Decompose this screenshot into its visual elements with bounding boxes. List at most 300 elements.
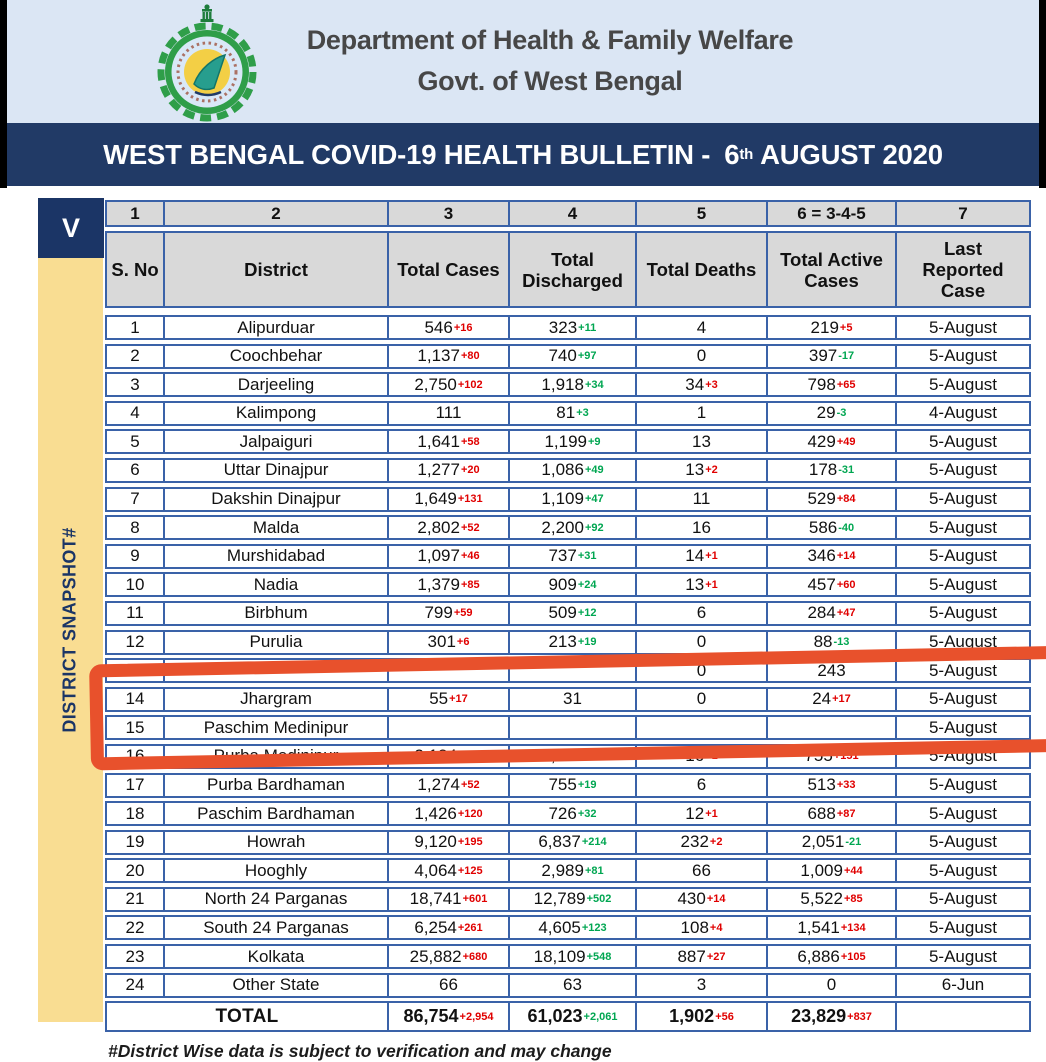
total-row <box>105 1001 1031 1032</box>
total-label: TOTAL <box>107 1003 389 1030</box>
cell-total-cases: 2,750 +102 <box>389 374 510 395</box>
table-row <box>105 715 1031 740</box>
stat-value: 755 <box>804 746 833 766</box>
district-snapshot-label: DISTRICT SNAPSHOT# <box>59 527 80 733</box>
stat-value: 2,989 <box>541 860 584 880</box>
cell-total-cases: 1,641 +58 <box>389 431 510 452</box>
cell-total-active: 529 +84 <box>768 489 897 510</box>
stat-value: 18,109 <box>533 946 586 966</box>
cell-last-reported: 5-August <box>928 860 998 880</box>
cell-sno: 4 <box>107 403 165 424</box>
cell-district: Alipurduar <box>165 317 389 338</box>
cell-last-reported: 5-August <box>928 717 998 737</box>
stat-value: 1,109 <box>541 489 584 509</box>
banner-title-prefix: WEST BENGAL COVID-19 HEALTH BULLETIN - <box>103 138 711 170</box>
cell-district: Howrah <box>165 832 389 853</box>
cell-total-cases: 25,882 +680 <box>389 946 510 967</box>
cell-total-deaths <box>637 603 768 624</box>
table-row <box>105 687 1031 712</box>
cell-total-deaths: 13 +1 <box>637 574 768 595</box>
cell-total-active: 1,541 +134 <box>768 917 897 938</box>
cell-total-deaths: 232 +2 <box>637 832 768 853</box>
stat-value: 34 <box>685 374 705 394</box>
cell-total-cases: 55 +17 <box>389 689 510 710</box>
cell-total-discharged: 755 +19 <box>510 775 637 796</box>
stat-value: 429 <box>807 431 836 451</box>
cell-district <box>165 660 389 681</box>
stat-value: 13 <box>685 574 705 594</box>
stat-value: 81 <box>556 403 576 423</box>
cell-total-active: 397 -17 <box>768 346 897 367</box>
cell-last-reported: 5-August <box>928 317 998 337</box>
stat-value: 29 <box>816 403 836 423</box>
stat-value: 6,254 <box>414 917 457 937</box>
column-number: 7 <box>897 202 1029 225</box>
cell-total-deaths: 108 +4 <box>637 917 768 938</box>
cell-total-cases: 1,649 +131 <box>389 489 510 510</box>
stat-value: 1,009 <box>800 860 843 880</box>
cell-total-active: 755 +151 <box>768 746 897 767</box>
table-row <box>105 773 1031 798</box>
cell-total-deaths <box>637 632 768 653</box>
stat-value: 301 <box>427 632 456 652</box>
stat-value: 0 <box>826 975 837 995</box>
stat-value: 513 <box>807 775 836 794</box>
cell-last-reported: 5-August <box>928 431 998 451</box>
table-row <box>105 944 1031 969</box>
cell-total-deaths: 14 +1 <box>637 546 768 567</box>
cell-district: Jalpaiguri <box>165 431 389 452</box>
stat-value: 323 <box>548 317 578 337</box>
stat-value: 12 <box>685 803 705 823</box>
cell-total-deaths <box>637 860 768 881</box>
cell-district: Paschim Bardhaman <box>165 803 389 824</box>
stat-value: 12,789 <box>533 889 586 909</box>
cell-total-deaths: 430 +14 <box>637 889 768 910</box>
stat-value: 509 <box>548 603 577 623</box>
table-row <box>105 487 1031 512</box>
cell-total-deaths: 16 +1 <box>637 746 768 767</box>
cell-total-active: 219 +5 <box>768 317 897 338</box>
stat-value: 6 <box>696 603 707 623</box>
stat-value: 5,522 <box>800 889 843 909</box>
cell-last-reported: 5-August <box>928 746 998 766</box>
stat-value: 6 <box>696 775 707 794</box>
cell-sno: 2 <box>107 346 165 367</box>
column-number: 2 <box>165 202 389 225</box>
cell-total-cases <box>389 975 510 996</box>
cell-total-active: 346 +14 <box>768 546 897 567</box>
column-number: 6 = 3-4-5 <box>768 202 897 225</box>
footnote: #District Wise data is subject to verification and may change <box>108 1041 612 1061</box>
stat-value: 86,754 <box>403 1006 459 1027</box>
column-header-sno: S. No <box>107 233 165 306</box>
cell-total-deaths: 34 +3 <box>637 374 768 395</box>
stat-value: 755 <box>548 775 577 794</box>
stat-value: 1,379 <box>417 574 460 594</box>
cell-total-cases: 1,379 +85 <box>389 574 510 595</box>
stat-value: 740 <box>548 346 577 366</box>
stat-value: 243 <box>817 660 846 680</box>
cell-total-cases: 1,097 +46 <box>389 546 510 567</box>
cell-total-discharged: 2,989 +81 <box>510 860 637 881</box>
stat-value: 4,605 <box>538 917 581 937</box>
table-row <box>105 801 1031 826</box>
cell-district: South 24 Parganas <box>165 917 389 938</box>
column-header-total-cases: Total Cases <box>389 233 510 306</box>
cell-last-reported: 5-August <box>928 803 998 823</box>
cell-district: Coochbehar <box>165 346 389 367</box>
cell-total-discharged: 909 +24 <box>510 574 637 595</box>
stat-value: 13 <box>685 460 705 480</box>
table-row <box>105 973 1031 998</box>
table-row <box>105 915 1031 940</box>
column-header-total-deaths: Total Deaths <box>637 233 768 306</box>
table-row <box>105 544 1031 569</box>
cell-total-active: 284 +47 <box>768 603 897 624</box>
cell-total-active <box>768 975 897 996</box>
cell-total-discharged: 2,200 +92 <box>510 517 637 538</box>
stat-value: 219 <box>810 317 839 337</box>
stat-value: 6,837 <box>538 832 581 852</box>
table-row <box>105 744 1031 769</box>
cell-sno: 11 <box>107 603 165 624</box>
cell-total-cases: 301 +6 <box>389 632 510 653</box>
cell-total-discharged: 12,789 +502 <box>510 889 637 910</box>
stat-value: 1,137 <box>417 346 460 366</box>
cell-total-deaths <box>637 689 768 710</box>
cell-total-discharged <box>510 660 637 681</box>
cell-total-cases: 2,802 +52 <box>389 517 510 538</box>
stat-value: 88 <box>813 632 833 652</box>
right-edge-strip <box>1039 0 1046 188</box>
stat-value: 397 <box>808 346 838 366</box>
cell-district: Malda <box>165 517 389 538</box>
cell-total-active: 88 -13 <box>768 632 897 653</box>
cell-total-discharged: 18,109 +548 <box>510 946 637 967</box>
table-row <box>105 658 1031 683</box>
cell-last-reported: 5-August <box>928 689 998 709</box>
cell-district: Uttar Dinajpur <box>165 460 389 481</box>
table-body <box>105 315 1031 998</box>
cell-district: Purba Bardhaman <box>165 775 389 796</box>
stat-value: 586 <box>808 517 838 537</box>
table-row <box>105 601 1031 626</box>
section-v-label: V <box>61 212 80 243</box>
cell-total-cases: 1,137 +80 <box>389 346 510 367</box>
cell-last-reported: 5-August <box>928 917 998 937</box>
cell-total-discharged: 737 +31 <box>510 546 637 567</box>
cell-total-deaths <box>637 431 768 452</box>
stat-value: 6,886 <box>797 946 840 966</box>
cell-sno: 18 <box>107 803 165 824</box>
cell-total-cases: 2,124 +187 <box>389 746 510 767</box>
stat-value: 1,199 <box>544 431 587 451</box>
cell-total-discharged: 1,353 +35 <box>510 746 637 767</box>
stat-value: 0 <box>696 689 707 709</box>
stat-value: 232 <box>680 832 709 852</box>
column-header-total-active: Total Active Cases <box>768 233 897 306</box>
department-title-line2: Govt. of West Bengal <box>417 66 683 96</box>
stat-value: 23,829 <box>791 1006 847 1027</box>
cell-sno: 5 <box>107 431 165 452</box>
cell-total-cases: 18,741 +601 <box>389 889 510 910</box>
column-number: 4 <box>510 202 637 225</box>
cell-total-deaths <box>637 775 768 796</box>
cell-total-discharged: 4,605 +123 <box>510 917 637 938</box>
department-title <box>250 20 850 102</box>
cell-district: North 24 Parganas <box>165 889 389 910</box>
cell-last-reported: 5-August <box>928 460 998 480</box>
cell-sno: 8 <box>107 517 165 538</box>
stat-value: 14 <box>685 546 705 566</box>
cell-district: Kalimpong <box>165 403 389 424</box>
table-row <box>105 887 1031 912</box>
column-number: 3 <box>389 202 510 225</box>
stat-value: 1,426 <box>414 803 457 823</box>
table-row <box>105 858 1031 883</box>
cell-total-active: 29 -3 <box>768 403 897 424</box>
cell-total-active: 798 +65 <box>768 374 897 395</box>
cell-sno: 7 <box>107 489 165 510</box>
cell-sno: 12 <box>107 632 165 653</box>
stat-value: 284 <box>807 603 836 623</box>
cell-district: Jhargram <box>165 689 389 710</box>
cell-total-discharged: 726 +32 <box>510 803 637 824</box>
cell-total-discharged: 1,199 +9 <box>510 431 637 452</box>
cell-last-reported: 5-August <box>928 775 998 794</box>
cell-total-active: 457 +60 <box>768 574 897 595</box>
stat-value: 66 <box>692 860 711 880</box>
stat-value: 31 <box>563 689 582 709</box>
stat-value: 2,802 <box>417 517 460 537</box>
cell-total-active: 1,009 +44 <box>768 860 897 881</box>
table-row <box>105 830 1031 855</box>
cell-total-active <box>768 660 897 681</box>
stat-value: 1,541 <box>797 917 840 937</box>
column-header-total-discharged: Total Discharged <box>510 233 637 306</box>
cell-district: Paschim Medinipur <box>165 717 389 738</box>
cell-total-cases <box>389 717 510 738</box>
stat-value: 1,353 <box>541 746 584 766</box>
stat-value: 178 <box>808 460 838 480</box>
cell-total-deaths: 887 +27 <box>637 946 768 967</box>
stat-value: 108 <box>680 917 709 937</box>
cell-total-discharged: 1,109 +47 <box>510 489 637 510</box>
cell-total-active: 2,051 -21 <box>768 832 897 853</box>
cell-last-reported: 4-August <box>928 403 998 423</box>
cell-sno: 16 <box>107 746 165 767</box>
cell-sno: 10 <box>107 574 165 595</box>
cell-total-active: 513 +33 <box>768 775 897 796</box>
stat-value: 737 <box>548 546 577 566</box>
stat-value: 2,051 <box>801 832 845 852</box>
cell-total-discharged: 6,837 +214 <box>510 832 637 853</box>
table-row <box>105 401 1031 426</box>
banner-title-suffix: AUGUST 2020 <box>760 138 943 170</box>
stat-value: 798 <box>807 374 836 394</box>
stat-value: 11 <box>692 489 711 509</box>
stat-value: 16 <box>685 746 705 766</box>
stat-value: 3 <box>696 975 707 995</box>
cell-last-reported: 5-August <box>928 603 998 623</box>
cell-total-discharged <box>510 689 637 710</box>
cell-last-reported: 6-Jun <box>941 975 985 995</box>
column-header-district: District <box>165 233 389 306</box>
stat-value: 0 <box>696 632 707 652</box>
stat-value: 799 <box>424 603 453 623</box>
stat-value: 887 <box>677 946 706 966</box>
cell-total-active: 6,886 +105 <box>768 946 897 967</box>
cell-last-reported: 5-August <box>928 346 998 366</box>
total-last-reported <box>897 1003 1029 1030</box>
cell-sno: 23 <box>107 946 165 967</box>
cell-total-cases: 546 +16 <box>389 317 510 338</box>
department-title-line1: Department of Health & Family Welfare <box>306 25 794 55</box>
stat-value: 13 <box>692 431 711 451</box>
cell-sno: 17 <box>107 775 165 796</box>
stat-value: 2,750 <box>414 374 457 394</box>
cell-total-active: 688 +87 <box>768 803 897 824</box>
cell-total-deaths <box>637 975 768 996</box>
stat-value: 4 <box>696 317 707 337</box>
cell-last-reported: 5-August <box>928 574 998 594</box>
cell-sno: 9 <box>107 546 165 567</box>
stat-value: 111 <box>435 403 462 423</box>
cell-total-discharged: 323 +11 <box>510 317 637 338</box>
cell-total-discharged: 740 +97 <box>510 346 637 367</box>
cell-total-deaths <box>637 517 768 538</box>
cell-total-deaths <box>637 489 768 510</box>
cell-total-active: 5,522 +85 <box>768 889 897 910</box>
cell-district: Birbhum <box>165 603 389 624</box>
ashoka-capital-icon <box>201 4 214 22</box>
stat-value: 63 <box>563 975 582 995</box>
cell-district: Nadia <box>165 574 389 595</box>
cell-total-cases: 1,426 +120 <box>389 803 510 824</box>
cell-sno: 19 <box>107 832 165 853</box>
stat-value: 61,023 <box>527 1006 583 1027</box>
stat-value: 4,064 <box>414 860 457 880</box>
column-header-last-reported: Last Reported Case <box>897 233 1029 306</box>
stat-value: 213 <box>548 632 577 652</box>
left-edge-strip <box>0 0 7 188</box>
cell-total-deaths: 12 +1 <box>637 803 768 824</box>
cell-sno <box>107 660 165 681</box>
cell-sno: 6 <box>107 460 165 481</box>
cell-total-deaths <box>637 317 768 338</box>
column-header-row <box>105 231 1031 308</box>
cell-total-discharged <box>510 717 637 738</box>
table-row <box>105 372 1031 397</box>
cell-total-discharged <box>510 975 637 996</box>
stat-value: 1,086 <box>541 460 584 480</box>
total-discharged: 61,023 +2,061 <box>510 1003 637 1030</box>
stat-value: 688 <box>807 803 836 823</box>
table-row <box>105 344 1031 369</box>
cell-total-cases <box>389 403 510 424</box>
stat-value: 1,641 <box>417 431 460 451</box>
cell-last-reported: 5-August <box>928 489 998 509</box>
stat-value: 346 <box>807 546 836 566</box>
stat-value: 24 <box>812 689 832 709</box>
stat-value: 0 <box>696 346 707 366</box>
table-row <box>105 458 1031 483</box>
cell-total-deaths: 13 +2 <box>637 460 768 481</box>
table-row <box>105 630 1031 655</box>
stat-value: 1,649 <box>414 489 457 509</box>
cell-sno: 15 <box>107 717 165 738</box>
cell-district: Other State <box>165 975 389 996</box>
stat-value: 909 <box>548 574 577 594</box>
banner-day: 6 <box>724 138 740 170</box>
cell-last-reported: 5-August <box>928 889 998 909</box>
cell-total-active <box>768 717 897 738</box>
district-snapshot-table <box>105 200 1031 1032</box>
cell-district: Dakshin Dinajpur <box>165 489 389 510</box>
cell-total-deaths <box>637 717 768 738</box>
cell-total-cases: 4,064 +125 <box>389 860 510 881</box>
cell-total-active: 586 -40 <box>768 517 897 538</box>
stat-value: 0 <box>696 660 707 680</box>
stat-value: 1,274 <box>417 775 460 794</box>
stat-value: 1,902 <box>669 1006 715 1027</box>
cell-total-discharged: 213 +19 <box>510 632 637 653</box>
stat-value: 546 <box>424 317 453 337</box>
stat-value: 9,120 <box>414 832 457 852</box>
cell-total-cases <box>389 660 510 681</box>
stat-value: 25,882 <box>409 946 462 966</box>
cell-total-deaths <box>637 403 768 424</box>
bulletin-banner: WEST BENGAL COVID-19 HEALTH BULLETIN - 6 th AUGUST 2020 <box>7 123 1039 186</box>
cell-district: Purba Medinipur <box>165 746 389 767</box>
cell-last-reported: 5-August <box>928 632 998 652</box>
cell-sno: 3 <box>107 374 165 395</box>
stat-value: 2,200 <box>541 517 584 537</box>
cell-last-reported: 5-August <box>928 660 998 680</box>
cell-last-reported: 5-August <box>928 374 998 394</box>
cell-total-cases: 6,254 +261 <box>389 917 510 938</box>
cell-sno: 14 <box>107 689 165 710</box>
cell-district: Darjeeling <box>165 374 389 395</box>
cell-total-discharged: 1,918 +34 <box>510 374 637 395</box>
stat-value: 529 <box>807 489 836 509</box>
cell-district: Murshidabad <box>165 546 389 567</box>
section-v-badge <box>38 198 104 258</box>
west-bengal-emblem-logo <box>150 4 264 127</box>
stat-value: 16 <box>692 517 711 537</box>
total-cases: 86,754 +2,954 <box>389 1003 510 1030</box>
stat-value: 430 <box>677 889 706 909</box>
column-number-row <box>105 200 1031 227</box>
cell-total-deaths <box>637 660 768 681</box>
cell-total-active: 429 +49 <box>768 431 897 452</box>
cell-total-cases: 9,120 +195 <box>389 832 510 853</box>
cell-sno: 24 <box>107 975 165 996</box>
stat-value: 1,097 <box>417 546 460 566</box>
stat-value: 1 <box>696 403 707 423</box>
cell-total-discharged: 81 +3 <box>510 403 637 424</box>
cell-total-discharged: 1,086 +49 <box>510 460 637 481</box>
cell-sno: 21 <box>107 889 165 910</box>
column-number: 5 <box>637 202 768 225</box>
stat-value: 66 <box>439 975 458 995</box>
stat-value: 1,277 <box>417 460 460 480</box>
cell-last-reported: 5-August <box>928 946 998 966</box>
cell-district: Hooghly <box>165 860 389 881</box>
cell-sno: 22 <box>107 917 165 938</box>
cell-district: Kolkata <box>165 946 389 967</box>
